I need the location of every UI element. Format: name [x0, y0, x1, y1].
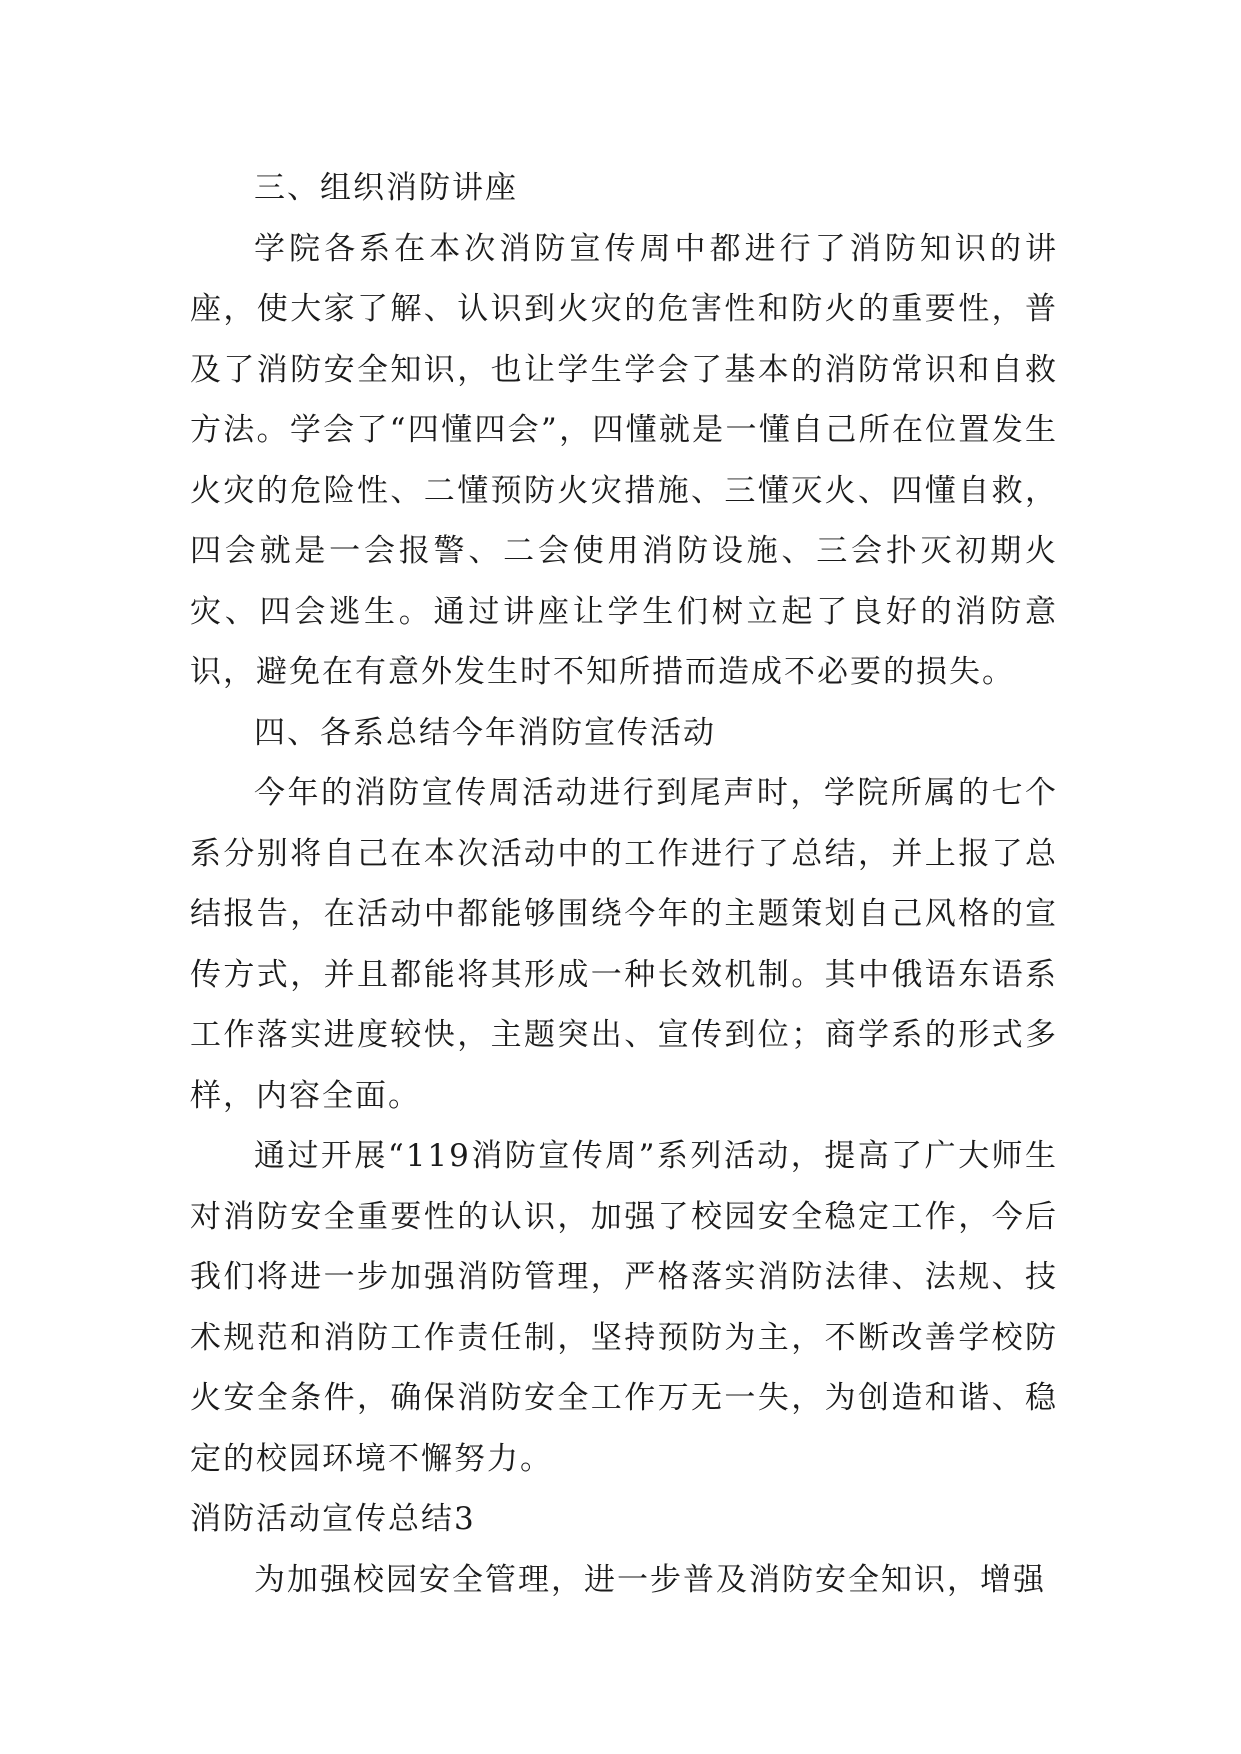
section-heading-lecture: 三、组织消防讲座 [254, 170, 518, 206]
paragraph-summary: 今年的消防宣传周活动进行到尾声时，学院所属的七个系分别将自己在本次活动中的工作进行了总结，并上报了总结报告，在活动中都能够围绕今年的主题策划自己风格的宣传方式，并且都能将其形成一种长效机制。其中俄语东语系工作落实进度较快，主题突出、宣传到位；商学系的形式多样，内容全面。 [190, 775, 1058, 1114]
paragraph-conclusion: 通过开展“119消防宣传周”系列活动，提高了广大师生对消防安全重要性的认识，加强了校园安全稳定工作，今后我们将进一步加强消防管理，严格落实消防法律、法规、技术规范和消防工作责任制，坚持预防为主，不断改善学校防火安全条件，确保消防安全工作万无一失，为创造和谐、稳定的校园环境不懈努力。 [190, 1138, 1058, 1477]
document-section-title: 消防活动宣传总结3 [190, 1501, 476, 1537]
section-heading-summary: 四、各系总结今年消防宣传活动 [254, 714, 716, 751]
document-page [190, 158, 1058, 1610]
paragraph-lecture: 学院各系在本次消防宣传周中都进行了消防知识的讲座，使大家了解、认识到火灾的危害性和防火的重要性，普及了消防安全知识，也让学生学会了基本的消防常识和自救方法。学会了“四懂四会”，四懂就是一懂自己所在位置发生火灾的危险性、二懂预防火灾措施、三懂灭火、四懂自救，四会就是一会报警、二会使用消防设施、三会扑灭初期火灾、四会逃生。通过讲座让学生们树立起了良好的消防意识，避免在有意外发生时不知所措而造成不必要的损失。 [190, 230, 1058, 690]
paragraph-intro: 为加强校园安全管理，进一步普及消防安全知识，增强 [254, 1561, 1046, 1598]
